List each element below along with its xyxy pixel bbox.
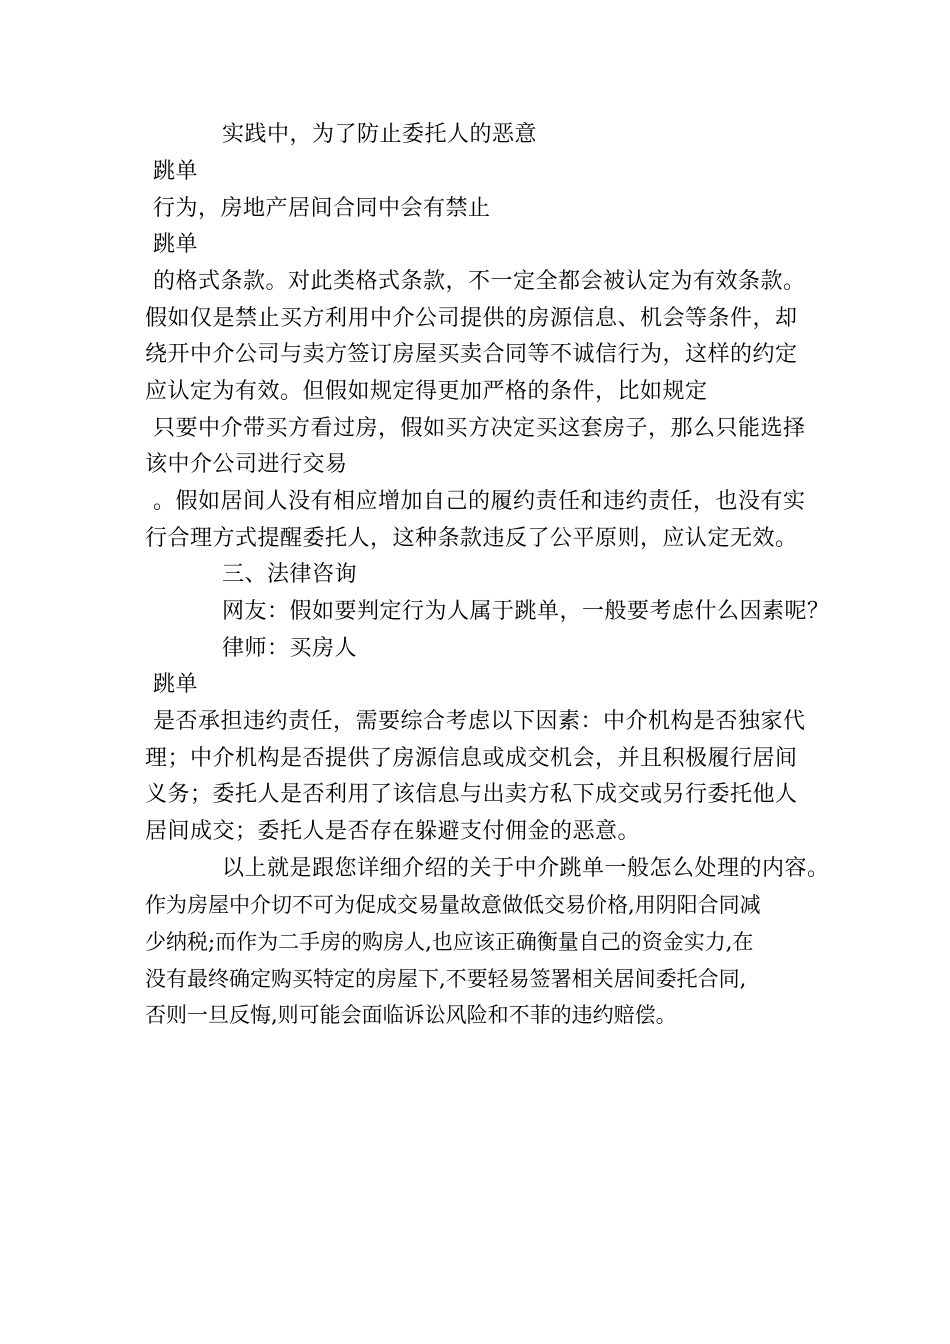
paragraph-line: 少纳税;而作为二手房的购房人,也应该正确衡量自己的资金实力,在 [145,930,754,954]
paragraph-line: 的格式条款。对此类格式条款，不一定全都会被认定为有效条款。 [153,269,806,294]
paragraph-line: 作为房屋中介切不可为促成交易量故意做低交易价格,用阴阳合同减 [145,893,761,917]
paragraph-line: 是否承担违约责任，需要综合考虑以下因素：中介机构是否独家代 [153,709,806,734]
section-heading: 三、法律咨询 [222,562,358,587]
paragraph-line: 假如仅是禁止买方利用中介公司提供的房源信息、机会等条件，却 [145,306,798,331]
paragraph-line: 应认定为有效。但假如规定得更加严格的条件，比如规定 [145,379,708,404]
paragraph-line: 行为，房地产居间合同中会有禁止 [153,196,491,221]
paragraph-line: 实践中，为了防止委托人的恶意 [222,122,538,147]
answer-line: 律师：买房人 [222,636,358,661]
paragraph-line: 跳单 [153,159,199,184]
paragraph-line: 以上就是跟您详细介绍的关于中介跳单一般怎么处理的内容。 [222,856,830,881]
paragraph-line: 没有最终确定购买特定的房屋下,不要轻易签署相关居间委托合同, [145,967,747,991]
paragraph-line: 否则一旦反悔,则可能会面临诉讼风险和不菲的违约赔偿。 [145,1003,677,1027]
paragraph-line: 只要中介带买方看过房，假如买方决定买这套房子，那么只能选择 [153,416,806,441]
paragraph-line: 理；中介机构是否提供了房源信息或成交机会，并且积极履行居间 [145,746,798,771]
paragraph-line: 该中介公司进行交易 [145,452,348,477]
question-line: 网友：假如要判定行为人属于跳单，一般要考虑什么因素呢？ [222,599,830,624]
paragraph-line: 。假如居间人没有相应增加自己的履约责任和违约责任，也没有实 [153,489,806,514]
paragraph-line: 跳单 [153,232,199,257]
paragraph-line: 跳单 [153,672,199,697]
paragraph-line: 绕开中介公司与卖方签订房屋买卖合同等不诚信行为，这样的约定 [145,342,798,367]
paragraph-line: 义务；委托人是否利用了该信息与出卖方私下成交或另行委托他人 [145,782,798,807]
paragraph-line: 行合理方式提醒委托人，这种条款违反了公平原则，应认定无效。 [145,526,798,551]
paragraph-line: 居间成交；委托人是否存在躲避支付佣金的恶意。 [145,819,641,844]
